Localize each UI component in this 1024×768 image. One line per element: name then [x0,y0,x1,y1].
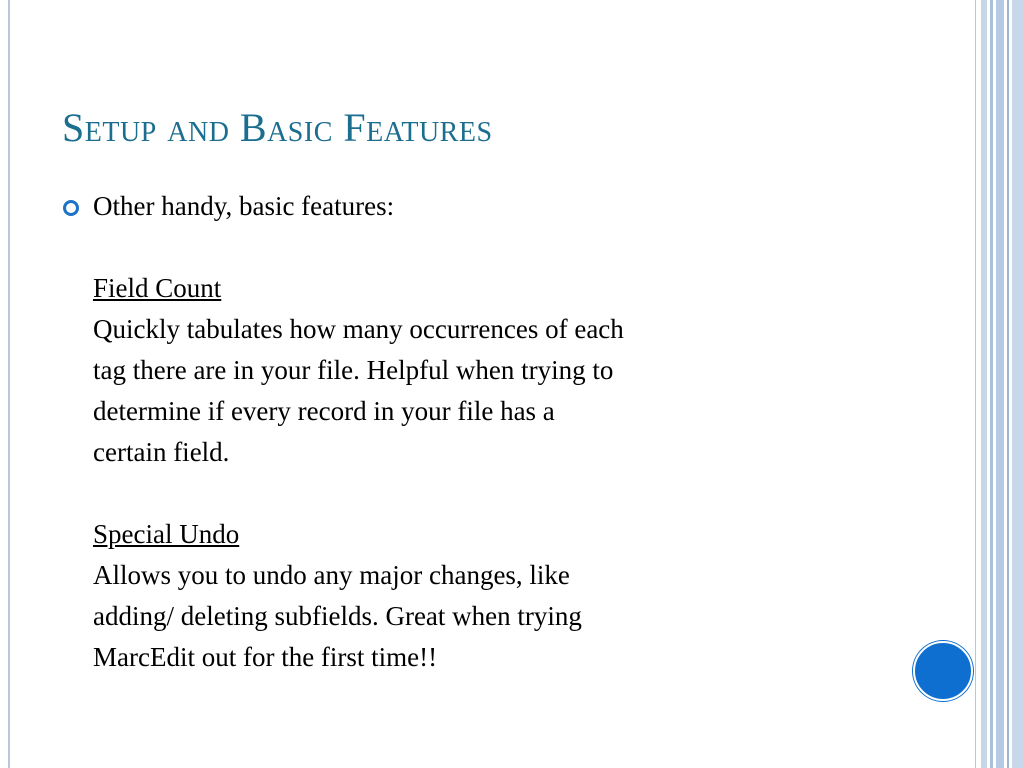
left-frame-line [8,0,10,768]
spacer [93,473,913,514]
section-text-line: adding/ deleting subfields. Great when trying [93,601,582,631]
right-stripe [996,0,1004,768]
section-text-line: MarcEdit out for the first time!! [93,642,438,672]
spacer [93,227,913,268]
section-text-line: tag there are in your file. Helpful when trying to [93,355,614,385]
right-stripe [990,0,993,768]
bullet-intro: Other handy, basic features: [93,191,395,221]
section-text-line: determine if every record in your file has a [93,396,555,426]
slide-title: Setup and Basic Features [62,105,493,150]
section-text-line: certain field. [93,437,230,467]
decorative-circle [912,640,974,702]
slide-body [93,186,913,678]
right-stripe [1012,0,1024,768]
right-stripe [981,0,987,768]
right-stripe [975,0,976,768]
section-heading-field-count: Field Count [93,273,222,303]
section-text-line: Allows you to undo any major changes, like [93,560,570,590]
right-stripe [1007,0,1009,768]
section-heading-special-undo: Special Undo [93,519,240,549]
section-text-line: Quickly tabulates how many occurrences of each [93,314,624,344]
bullet-circle-icon [63,200,79,216]
